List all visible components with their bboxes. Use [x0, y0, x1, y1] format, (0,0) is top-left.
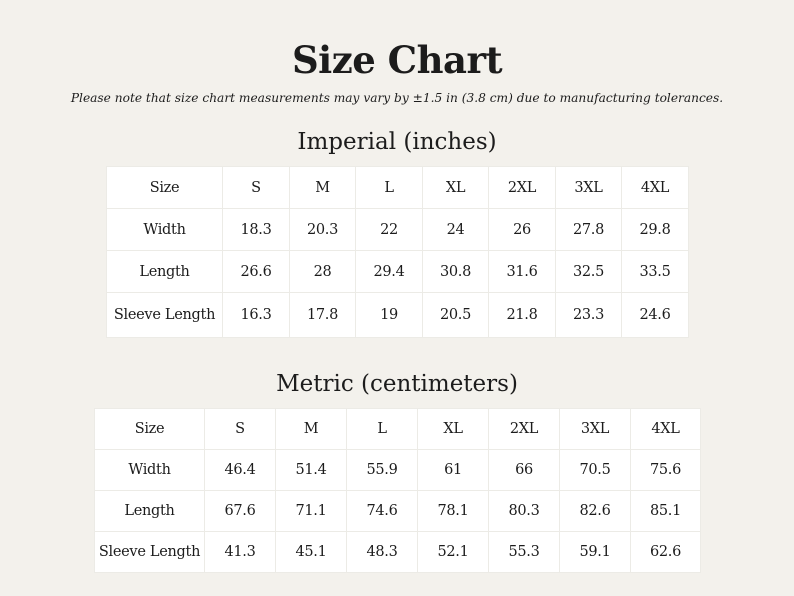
value-cell: 31.6: [489, 251, 556, 293]
header-cell: Size: [95, 409, 205, 450]
table-row: [95, 491, 701, 532]
table-row: [95, 450, 701, 491]
row-label-cell: Sleeve Length: [95, 532, 205, 573]
value-cell: 51.4: [276, 450, 347, 491]
imperial-section-title: Imperial (inches): [297, 129, 497, 155]
table-row: [107, 293, 689, 338]
header-cell: M: [276, 409, 347, 450]
row-label-cell: Width: [95, 450, 205, 491]
value-cell: 26.6: [223, 251, 290, 293]
header-cell: 2XL: [489, 409, 560, 450]
table-row: [95, 532, 701, 573]
value-cell: 45.1: [276, 532, 347, 573]
value-cell: 24.6: [622, 293, 689, 338]
value-cell: 62.6: [631, 532, 701, 573]
header-cell: 3XL: [556, 167, 622, 209]
header-cell: S: [205, 409, 276, 450]
value-cell: 55.9: [347, 450, 418, 491]
row-label-cell: Width: [107, 209, 223, 251]
value-cell: 48.3: [347, 532, 418, 573]
row-label-cell: Length: [95, 491, 205, 532]
value-cell: 23.3: [556, 293, 622, 338]
value-cell: 22: [356, 209, 423, 251]
value-cell: 26: [489, 209, 556, 251]
value-cell: 66: [489, 450, 560, 491]
value-cell: 59.1: [560, 532, 631, 573]
value-cell: 27.8: [556, 209, 622, 251]
value-cell: 71.1: [276, 491, 347, 532]
value-cell: 21.8: [489, 293, 556, 338]
header-cell: XL: [423, 167, 489, 209]
value-cell: 74.6: [347, 491, 418, 532]
value-cell: 61: [418, 450, 489, 491]
row-label-cell: Length: [107, 251, 223, 293]
row-label-cell: Sleeve Length: [107, 293, 223, 338]
value-cell: 28: [290, 251, 356, 293]
table-header-row: [95, 409, 701, 450]
metric-section-title: Metric (centimeters): [276, 371, 518, 397]
value-cell: 32.5: [556, 251, 622, 293]
table-header-row: [107, 167, 689, 209]
value-cell: 52.1: [418, 532, 489, 573]
value-cell: 29.8: [622, 209, 689, 251]
value-cell: 20.3: [290, 209, 356, 251]
value-cell: 33.5: [622, 251, 689, 293]
value-cell: 18.3: [223, 209, 290, 251]
value-cell: 78.1: [418, 491, 489, 532]
value-cell: 20.5: [423, 293, 489, 338]
header-cell: 3XL: [560, 409, 631, 450]
header-cell: S: [223, 167, 290, 209]
table-row: [107, 251, 689, 293]
table-row: [107, 209, 689, 251]
header-cell: M: [290, 167, 356, 209]
value-cell: 80.3: [489, 491, 560, 532]
value-cell: 29.4: [356, 251, 423, 293]
value-cell: 82.6: [560, 491, 631, 532]
value-cell: 19: [356, 293, 423, 338]
value-cell: 55.3: [489, 532, 560, 573]
header-cell: XL: [418, 409, 489, 450]
header-cell: 2XL: [489, 167, 556, 209]
value-cell: 24: [423, 209, 489, 251]
tolerance-note: Please note that size chart measurements may vary by ±1.5 in (3.8 cm) due to manufacturing tolerances.: [70, 91, 724, 105]
value-cell: 70.5: [560, 450, 631, 491]
metric-table-body: [95, 409, 701, 573]
value-cell: 30.8: [423, 251, 489, 293]
value-cell: 67.6: [205, 491, 276, 532]
imperial-table-body: [107, 167, 689, 338]
value-cell: 85.1: [631, 491, 701, 532]
header-cell: 4XL: [631, 409, 701, 450]
value-cell: 41.3: [205, 532, 276, 573]
value-cell: 16.3: [223, 293, 290, 338]
header-cell: 4XL: [622, 167, 689, 209]
header-cell: L: [347, 409, 418, 450]
value-cell: 75.6: [631, 450, 701, 491]
value-cell: 46.4: [205, 450, 276, 491]
imperial-size-table: [106, 166, 689, 338]
header-cell: Size: [107, 167, 223, 209]
value-cell: 17.8: [290, 293, 356, 338]
page-title: Size Chart: [291, 38, 503, 82]
header-cell: L: [356, 167, 423, 209]
metric-size-table: [94, 408, 701, 573]
